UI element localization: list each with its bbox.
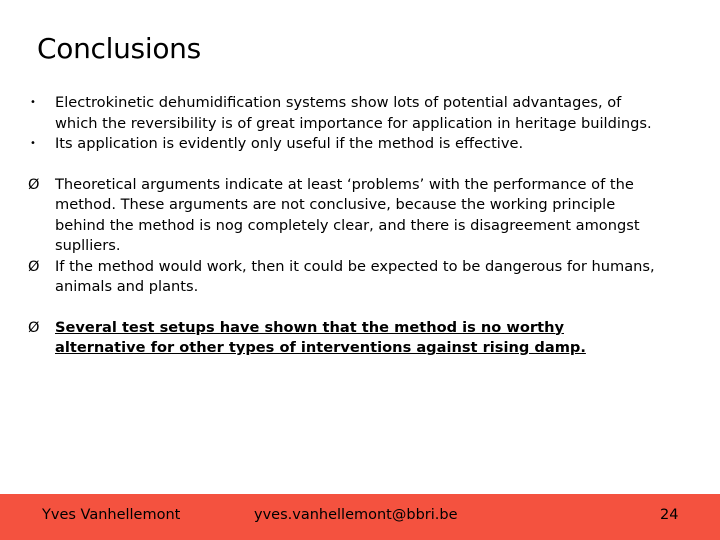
arrow-bullet-icon: Ø <box>28 318 40 336</box>
slide-content <box>28 93 658 359</box>
bullet-text: Its application is evidently only useful if the method is effective. <box>55 135 524 152</box>
bullet-item <box>28 134 658 155</box>
arrow-bullet-icon: Ø <box>28 257 40 275</box>
bullet-text: Electrokinetic dehumidification systems show lots of potential advantages, of which the reversibility is of great importance for application in heritage buildings. <box>55 94 652 132</box>
arrow-bullet-item <box>28 257 658 298</box>
conclusion-text: Several test setups have shown that the method is no worthy alternative for other types of interventions against rising damp. <box>55 318 586 356</box>
page-number: 24 <box>660 507 679 523</box>
arrow-bullet-icon: Ø <box>28 175 40 193</box>
conclusion-item <box>28 318 658 359</box>
bullet-item <box>28 93 658 134</box>
bullet-marker: • <box>30 97 36 108</box>
arrow-bullet-text: Theoretical arguments indicate at least ‘problems’ with the performance of the method. These arguments are not conclusive, because the working principle behind the method is nog completely clear, and there is disagreement amongst suplliers. <box>55 175 640 254</box>
arrow-bullet-text: If the method would work, then it could be expected to be dangerous for humans, animals and plants. <box>55 257 655 295</box>
bullet-marker: • <box>30 138 36 149</box>
footer-email: yves.vanhellemont@bbri.be <box>254 507 458 523</box>
slide-title: Conclusions <box>37 32 201 65</box>
arrow-bullet-item <box>28 175 658 257</box>
footer-author: Yves Vanhellemont <box>42 507 181 523</box>
footer-bar <box>0 494 720 540</box>
